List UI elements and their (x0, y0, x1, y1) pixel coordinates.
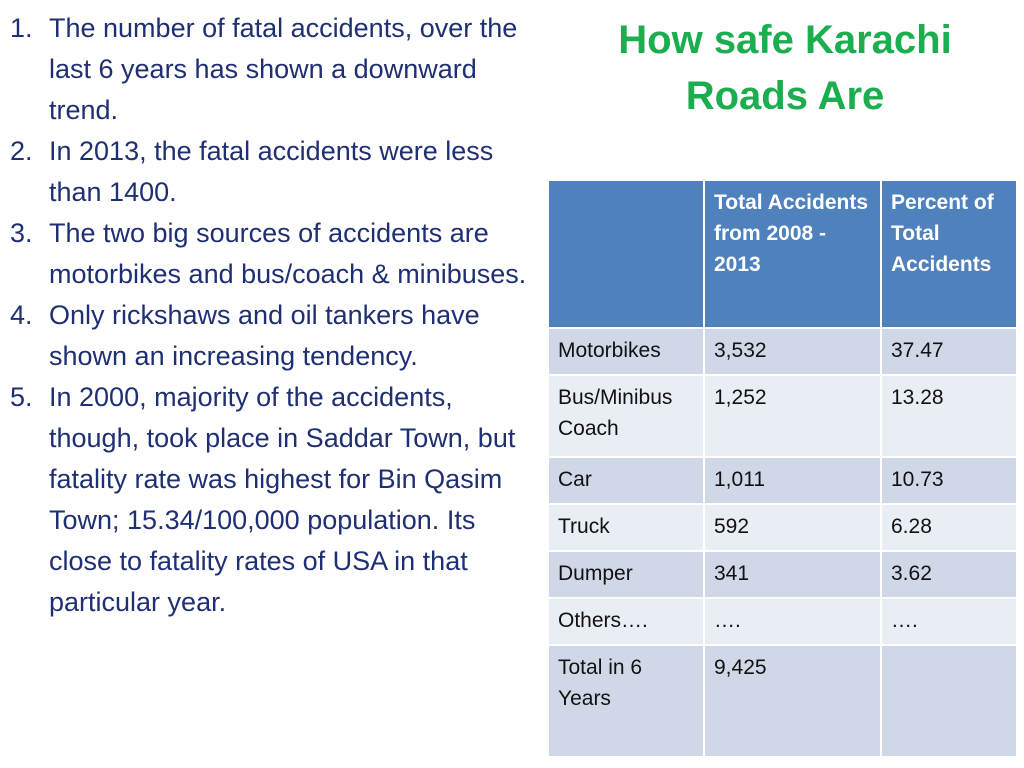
total-accidents-cell: 1,011 (704, 457, 881, 504)
vehicle-type-cell: Truck (548, 504, 704, 551)
total-accidents-cell: 3,532 (704, 328, 881, 375)
percent-cell: 13.28 (881, 375, 1017, 457)
header-total-accidents: Total Accidents from 2008 - 2013 (704, 180, 881, 328)
key-point (10, 295, 540, 377)
percent-cell: …. (881, 598, 1017, 645)
percent-cell: 37.47 (881, 328, 1017, 375)
key-point-number: 5. (10, 382, 33, 412)
vehicle-type-cell: Dumper (548, 551, 704, 598)
key-point-text: Only rickshaws and oil tankers have shown an increasing tendency. (49, 300, 480, 371)
percent-cell: 10.73 (881, 457, 1017, 504)
vehicle-type-cell: Car (548, 457, 704, 504)
key-point-text: The number of fatal accidents, over the last 6 years has shown a downward trend. (49, 13, 518, 125)
vehicle-type-cell: Others…. (548, 598, 704, 645)
key-point (10, 377, 540, 623)
key-point (10, 8, 540, 131)
key-points-list (10, 8, 540, 623)
table-row (548, 375, 1017, 457)
key-point-number: 4. (10, 300, 33, 330)
total-label-cell: Total in 6 Years (548, 645, 704, 757)
vehicle-type-cell: Bus/Minibus Coach (548, 375, 704, 457)
table-row (548, 551, 1017, 598)
key-point-text: In 2000, majority of the accidents, though, took place in Saddar Town, but fatality rate was highest for Bin Qasim Town; 15.34/100,000 population. Its close to fatality rates of USA in that particular year. (49, 382, 516, 617)
table-total-row (548, 645, 1017, 757)
vehicle-type-cell: Motorbikes (548, 328, 704, 375)
percent-cell: 3.62 (881, 551, 1017, 598)
percent-cell: 6.28 (881, 504, 1017, 551)
slide-title: How safe Karachi Roads Are (618, 18, 952, 118)
table-header-row (548, 180, 1017, 328)
header-vehicle-type (548, 180, 704, 328)
total-accidents-cell: 592 (704, 504, 881, 551)
table-row (548, 457, 1017, 504)
total-accidents-cell: 341 (704, 551, 881, 598)
table-row (548, 598, 1017, 645)
table-row (548, 328, 1017, 375)
key-point-text: In 2013, the fatal accidents were less than 1400. (49, 136, 494, 207)
percent-cell (881, 645, 1017, 757)
key-point (10, 131, 540, 213)
key-point-number: 1. (10, 13, 33, 43)
total-accidents-cell: …. (704, 598, 881, 645)
key-point-number: 3. (10, 218, 33, 248)
key-point-text: The two big sources of accidents are motorbikes and bus/coach & minibuses. (49, 218, 527, 289)
key-point (10, 213, 540, 295)
total-accidents-cell: 9,425 (704, 645, 881, 757)
header-percent-of-total: Percent of Total Accidents (881, 180, 1017, 328)
total-accidents-cell: 1,252 (704, 375, 881, 457)
key-point-number: 2. (10, 136, 33, 166)
accidents-table (547, 179, 1018, 758)
table-row (548, 504, 1017, 551)
